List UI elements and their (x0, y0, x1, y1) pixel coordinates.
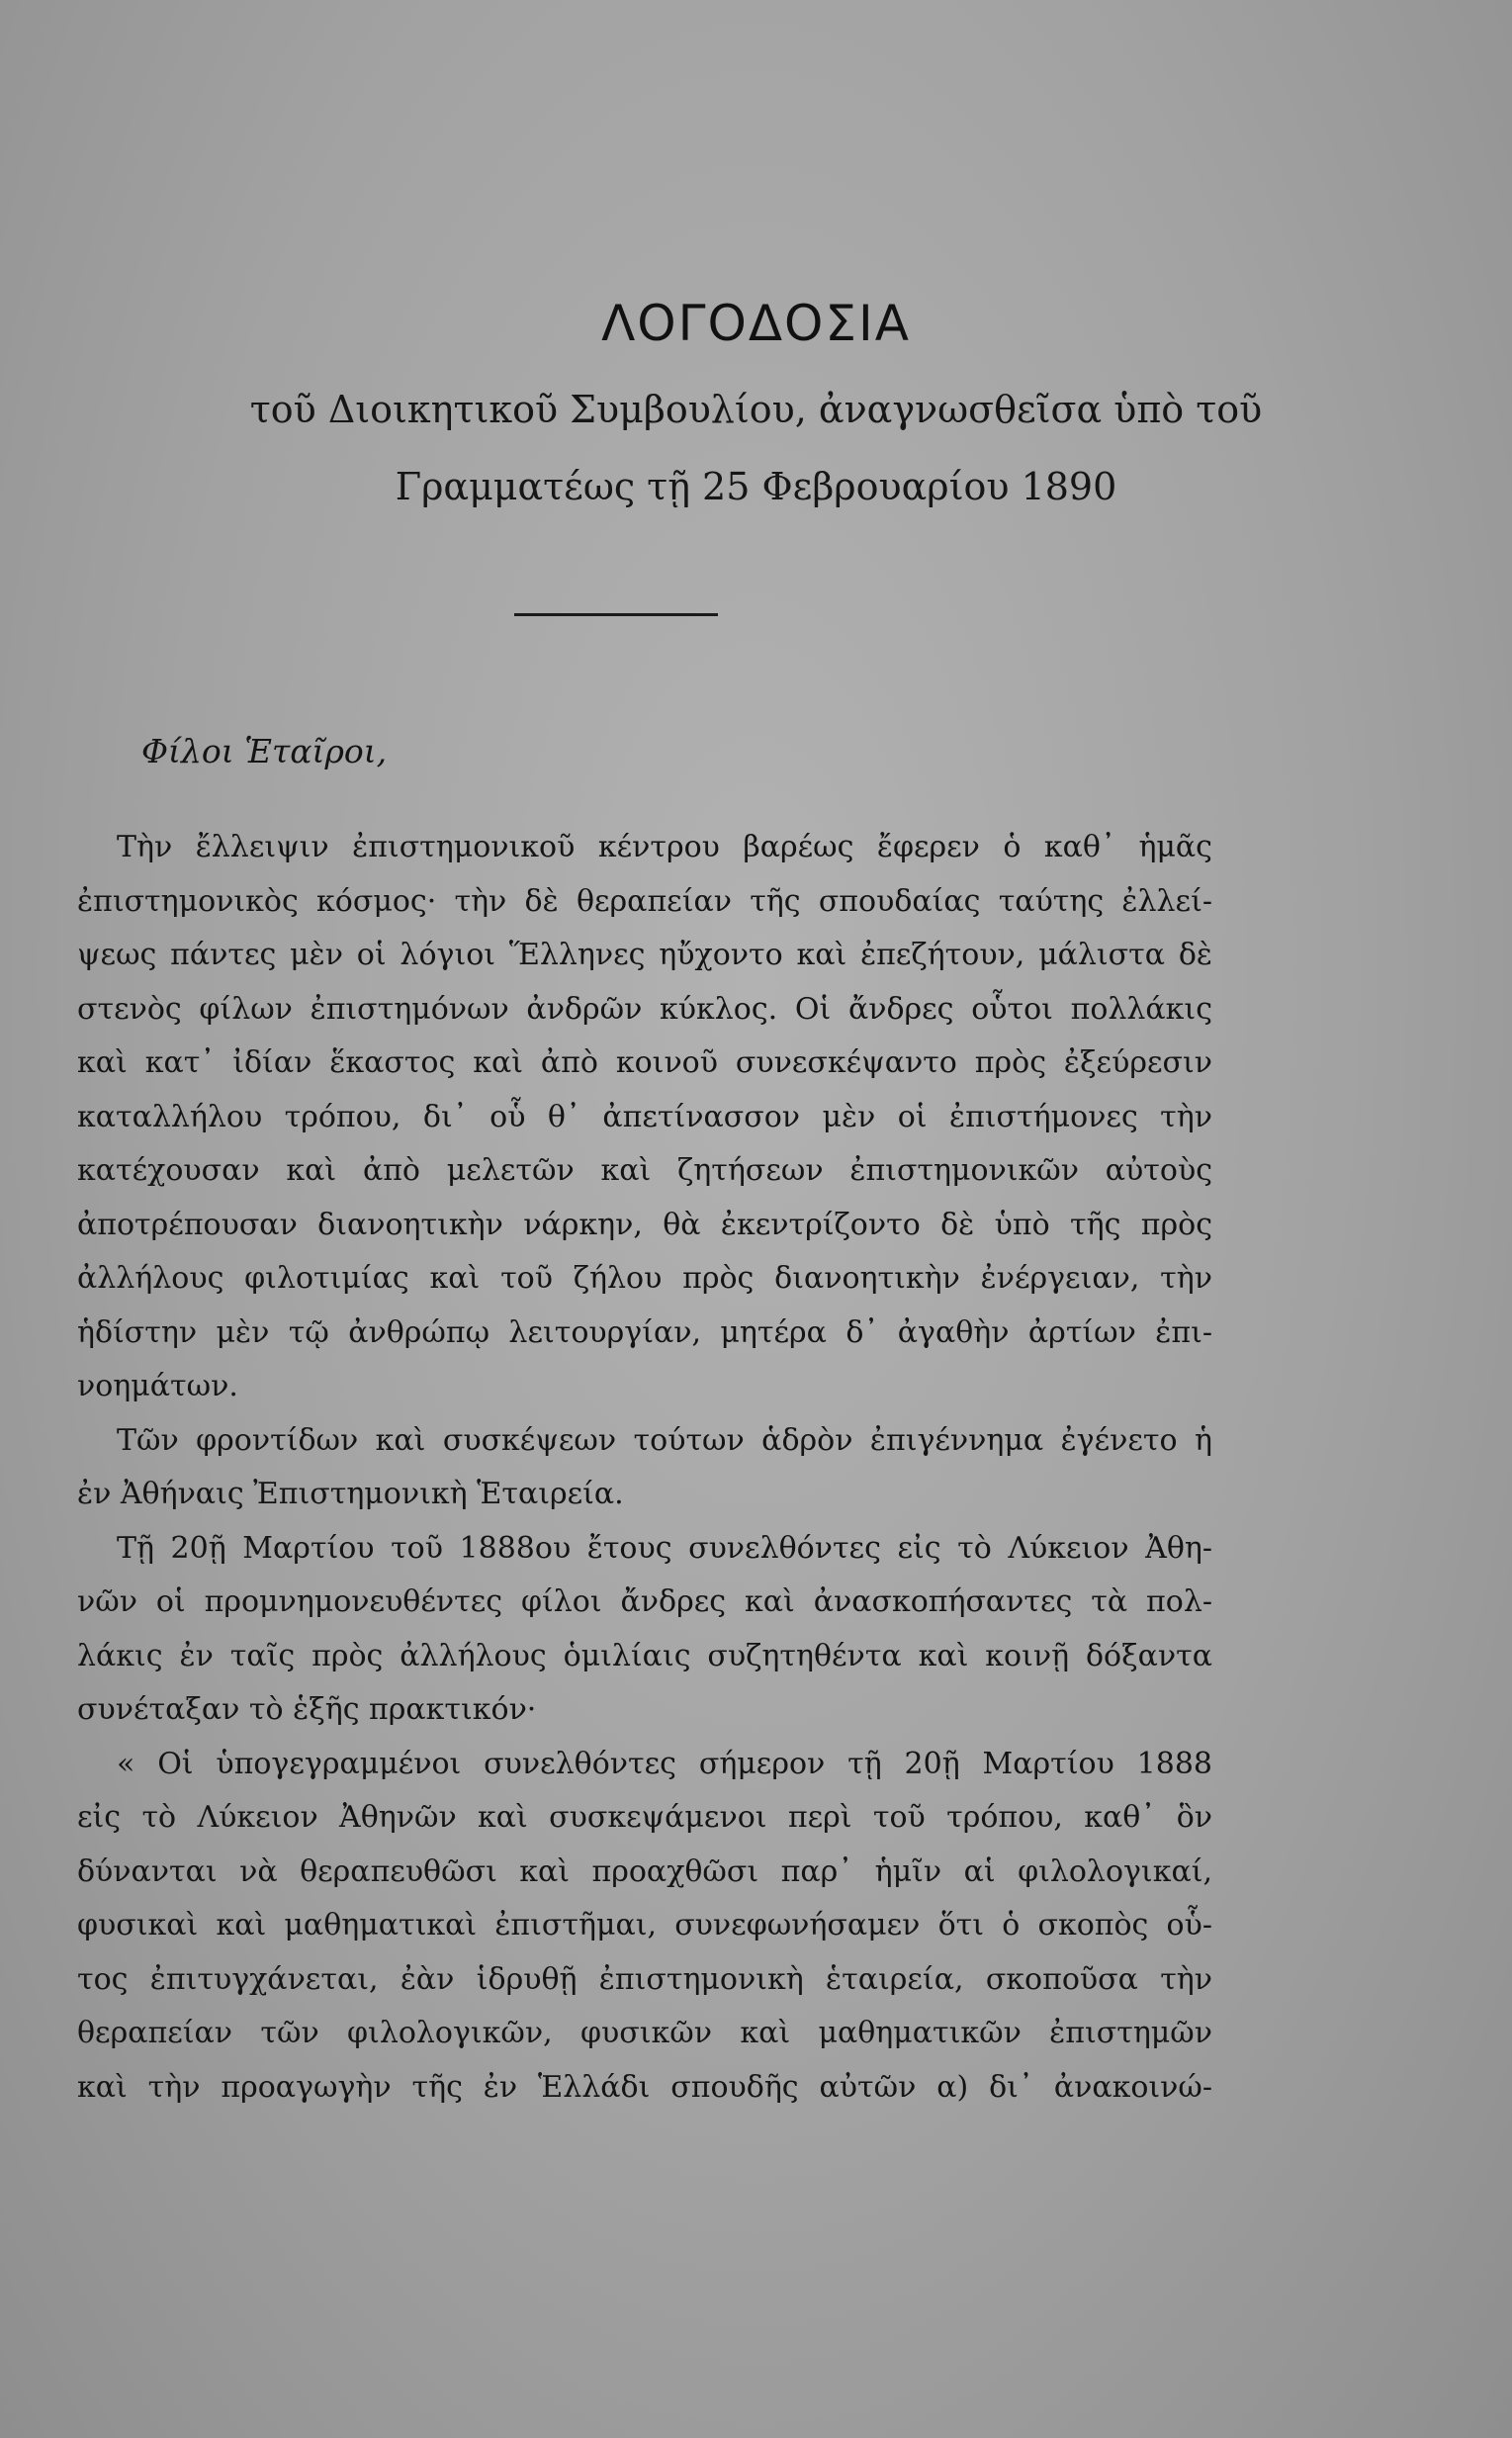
text-line: ἀλλήλους φιλοτιμίας καὶ τοῦ ζήλου πρὸς διανοητικὴν ἐνέργειαν, τὴν (77, 1261, 1212, 1296)
salutation: Φίλοι Ἑταῖροι, (141, 732, 388, 770)
subtitle-line-2: Γραμματέως τῇ 25 Φεβρουαρίου 1890 (395, 465, 1117, 508)
text-line: ἐν Ἀθήναις Ἐπιστημονικὴ Ἑταιρεία. (77, 1477, 624, 1511)
text-line: στενὸς φίλων ἐπιστημόνων ἀνδρῶν κύκλος. Οἱ ἄνδρες οὗτοι πολλάκις (77, 991, 1212, 1027)
text-line: νῶν οἱ προμνημονευθέντες φίλοι ἄνδρες καὶ ἀνασκοπήσαντες τὰ πολ- (77, 1584, 1212, 1619)
text-line: καὶ κατ᾽ ἰδίαν ἕκαστος καὶ ἀπὸ κοινοῦ συνεσκέψαντο πρὸς ἐξεύρεσιν (77, 1045, 1212, 1080)
text-line: ἐπιστημονικὸς κόσμος· τὴν δὲ θεραπείαν τῆς σπουδαίας ταύτης ἐλλεί- (77, 883, 1212, 919)
text-line: Τῇ 20ῇ Μαρτίου τοῦ 1888ου ἔτους συνελθόντες εἰς τὸ Λύκειον Ἀθη- (117, 1530, 1212, 1566)
text-line: Τῶν φροντίδων καὶ συσκέψεων τούτων ἁδρὸν ἐπιγέννημα ἐγένετο ἡ (117, 1422, 1212, 1458)
text-line: καὶ τὴν προαγωγὴν τῆς ἐν Ἑλλάδι σπουδῆς αὐτῶν α) δι᾽ ἀνακοινώ- (77, 2069, 1212, 2105)
text-line: « Οἱ ὑπογεγραμμένοι συνελθόντες σήμερον τῇ 20ῇ Μαρτίου 1888 (117, 1746, 1212, 1781)
text-line: θεραπείαν τῶν φιλολογικῶν, φυσικῶν καὶ μαθηματικῶν ἐπιστημῶν (77, 2016, 1212, 2050)
text-line: ἀποτρέπουσαν διανοητικὴν νάρκην, θὰ ἐκεντρίζοντο δὲ ὑπὸ τῆς πρὸς (77, 1207, 1212, 1242)
text-line: συνέταξαν τὸ ἑξῆς πρακτικόν· (77, 1692, 537, 1727)
document-title: ΛΟΓΟΔΟΣΙΑ (601, 295, 911, 352)
body-text (77, 821, 1212, 2115)
text-line: δύνανται νὰ θεραπευθῶσι καὶ προαχθῶσι παρ᾽ ἡμῖν αἱ φιλολογικαί, (77, 1853, 1212, 1889)
title-divider (514, 613, 718, 616)
text-line: κατέχουσαν καὶ ἀπὸ μελετῶν καὶ ζητήσεων ἐπιστημονικῶν αὐτοὺς (77, 1153, 1212, 1188)
text-line: νοημάτων. (77, 1369, 238, 1403)
text-line: ψεως πάντες μὲν οἱ λόγιοι Ἕλληνες ηὔχοντο καὶ ἐπεζήτουν, μάλιστα δὲ (77, 938, 1212, 972)
text-line: εἰς τὸ Λύκειον Ἀθηνῶν καὶ συσκεψάμενοι περὶ τοῦ τρόπου, καθ᾽ ὃν (77, 1800, 1212, 1835)
text-line: καταλλήλου τρόπου, δι᾽ οὗ θ᾽ ἀπετίνασσον μὲν οἱ ἐπιστήμονες τὴν (77, 1099, 1212, 1134)
subtitle-line-1: τοῦ Διοικητικοῦ Συμβουλίου, ἀναγνωσθεῖσα ὑπὸ τοῦ (249, 388, 1263, 431)
text-line: Τὴν ἔλλειψιν ἐπιστημονικοῦ κέντρου βαρέως ἔφερεν ὁ καθ᾽ ἡμᾶς (117, 830, 1212, 864)
text-line: ἡδίστην μὲν τῷ ἀνθρώπῳ λειτουργίαν, μητέρα δ᾽ ἀγαθὴν ἀρτίων ἐπι- (77, 1314, 1212, 1350)
text-line: τος ἐπιτυγχάνεται, ἐὰν ἱδρυθῇ ἐπιστημονικὴ ἑταιρεία, σκοποῦσα τὴν (77, 1961, 1212, 1997)
text-line: λάκις ἐν ταῖς πρὸς ἀλλήλους ὁμιλίαις συζητηθέντα καὶ κοινῇ δόξαντα (77, 1638, 1212, 1673)
text-line: φυσικαὶ καὶ μαθηματικαὶ ἐπιστῆμαι, συνεφωνήσαμεν ὅτι ὁ σκοπὸς οὗ- (77, 1908, 1212, 1942)
